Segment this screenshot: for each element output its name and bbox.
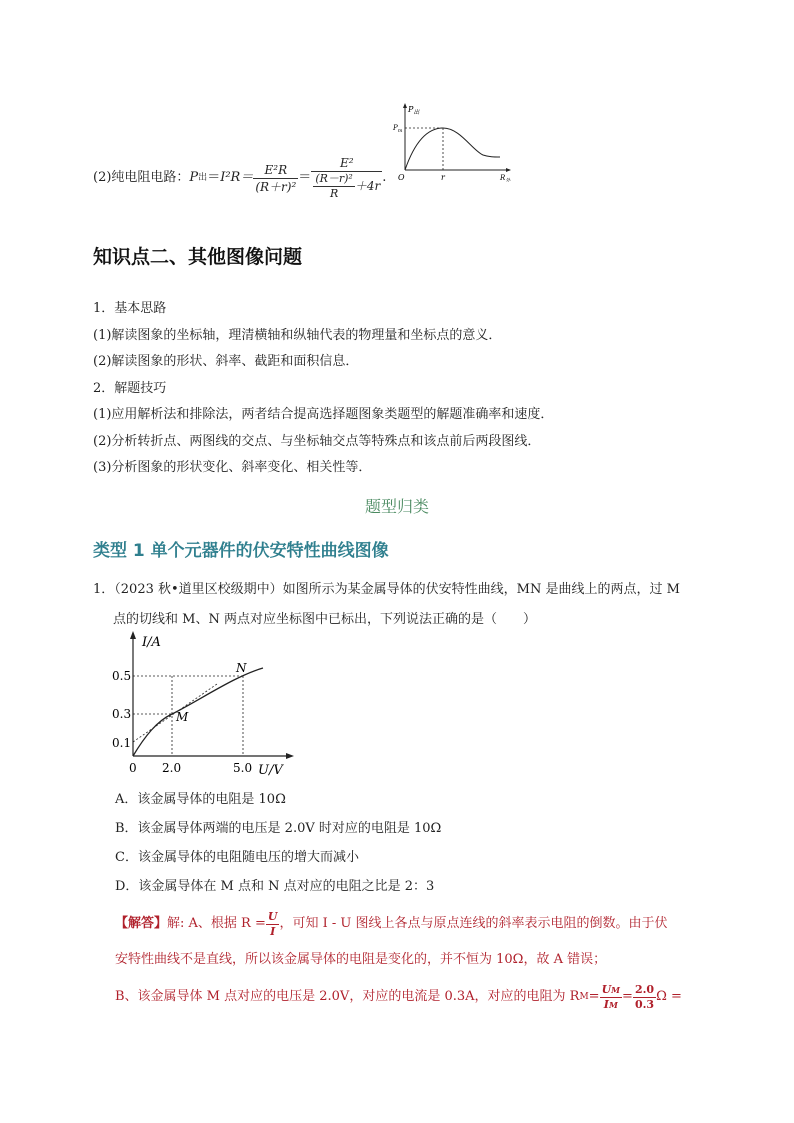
y-tick-label: 0.3: [112, 707, 132, 721]
formula-frac1: [253, 162, 298, 195]
answer-options: [115, 785, 441, 901]
answer-line-3: [115, 976, 682, 1018]
center-title: 题型归类: [364, 497, 429, 516]
frac-um: UM: [601, 982, 621, 996]
frac-u: U: [267, 909, 278, 923]
frac2-den-tail: ＋4r: [354, 179, 381, 193]
power-curve: [405, 128, 500, 170]
y-tick-label: 0.5: [112, 669, 132, 683]
formula-line: [93, 150, 386, 206]
x-tick-label: 0: [129, 761, 137, 775]
option-b: B．该金属导体两端的电压是 2.0V 时对应的电阻是 10Ω: [115, 821, 442, 836]
point-m-label: M: [176, 710, 189, 724]
pm-label: $P_m$: [393, 124, 403, 134]
option-c: C．该金属导体的电阻随电压的增大而减小: [115, 850, 359, 865]
u-axis-arrow: [286, 753, 294, 759]
question-line: 1．（2023 秋•道里区校级期中）如图所示为某金属导体的伏安特性曲线，MN 是曲线上的两点，过 M: [93, 582, 680, 597]
frac-2-0: 2.0: [634, 982, 655, 996]
answer-line-2: 安特性曲线不是直线，所以该金属导体的电阻是变化的，并不恒为 10Ω，故 A 错误；: [115, 952, 607, 967]
formula-p-sub: 出: [198, 173, 208, 183]
answer-ui-frac: [266, 910, 280, 939]
r-label: r: [441, 173, 445, 182]
i-axis-arrow: [130, 631, 136, 639]
point-n-label: N: [236, 661, 247, 675]
i-axis-label: I/A: [142, 635, 161, 650]
answer-um-im-frac: [600, 983, 622, 1012]
frac2-inner-frac: [313, 172, 355, 201]
p-axis-arrow: [403, 103, 407, 108]
formula-frac2: [311, 155, 382, 201]
formula-eq1: ＝: [207, 170, 221, 185]
formula-prefix: (2)纯电阻电路：: [93, 170, 190, 185]
iv-curve: [133, 668, 263, 756]
point-item: (1)解读图象的坐标轴，理清横轴和纵轴代表的物理量和坐标点的意义．: [93, 327, 502, 343]
formula-eq2: ＝: [298, 170, 312, 185]
frac1-numerator: E²R: [253, 162, 298, 179]
knowledge-points: [93, 296, 553, 482]
r-axis-label: $R_外$: [500, 174, 511, 182]
point-item: (1)应用解析法和排除法，两者结合提高选择题图象类题型的解题准确率和速度．: [93, 407, 554, 422]
u-axis-label: U/V: [258, 763, 283, 778]
x-tick-label: 5.0: [233, 761, 253, 775]
frac2-inner-num: (R－r)²: [315, 172, 353, 185]
frac2-inner-den: R: [329, 187, 339, 200]
iv-characteristic-graph: [105, 628, 305, 780]
frac1-denominator: (R＋r)²: [255, 179, 297, 194]
question-text: [93, 575, 680, 635]
point-item: (3)分析图象的形状变化、斜率变化、相关性等．: [93, 460, 372, 475]
frac2-numerator: E²: [311, 155, 382, 172]
answer-tag: 【解答】: [115, 916, 168, 931]
x-tick-label: 2.0: [162, 761, 182, 775]
option-d: D．该金属导体在 M 点和 N 点对应的电阻之比是 2：3: [115, 879, 435, 894]
answer-text: B、该金属导体 M 点对应的电压是 2.0V，对应的电流是 0.3A，对应的电阻为 R: [115, 989, 580, 1004]
answer-text: 解: A、根据 R =: [167, 916, 266, 931]
answer-eq: =: [622, 989, 633, 1004]
type-heading: 类型 1 单个元器件的伏安特性曲线图像: [93, 541, 389, 561]
p-axis-label: $P_出$: [408, 105, 420, 116]
point-item: 1．基本思路: [93, 301, 167, 316]
formula-period: .: [382, 170, 387, 185]
answer-text: ，可知 I - U 图线上各点与原点连线的斜率表示电阻的倒数。由于伏: [279, 916, 668, 931]
power-vs-resistance-graph: [388, 100, 518, 182]
answer-line-1: [115, 906, 667, 942]
answer-eq: =: [588, 989, 600, 1004]
question-line: 点的切线和 M、N 两点对应坐标图中已标出，下列说法正确的是（ ）: [113, 612, 536, 627]
frac-i: I: [270, 924, 276, 938]
point-item: 2．解题技巧: [93, 380, 167, 396]
origin-label: O: [398, 173, 405, 182]
formula-i2r: I²R＝: [220, 170, 254, 185]
answer-tail: Ω =: [656, 989, 682, 1004]
option-a: A．该金属导体的电阻是 10Ω: [115, 792, 286, 807]
frac2-denominator: [311, 172, 382, 201]
section-heading: 知识点二、其他图像问题: [93, 246, 303, 268]
frac-im: IM: [603, 997, 618, 1011]
formula-p: P: [189, 170, 199, 185]
r-axis-arrow: [506, 168, 511, 172]
y-tick-label: 0.1: [112, 736, 132, 750]
answer-value-frac: [633, 983, 656, 1012]
point-item: (2)分析转折点、两图线的交点、与坐标轴交点等特殊点和该点前后两段图线．: [93, 433, 541, 449]
point-item: (2)解读图象的形状、斜率、截距和面积信息．: [93, 354, 359, 369]
rm-sub: M: [579, 992, 589, 1002]
frac-0-3: 0.3: [634, 997, 655, 1011]
